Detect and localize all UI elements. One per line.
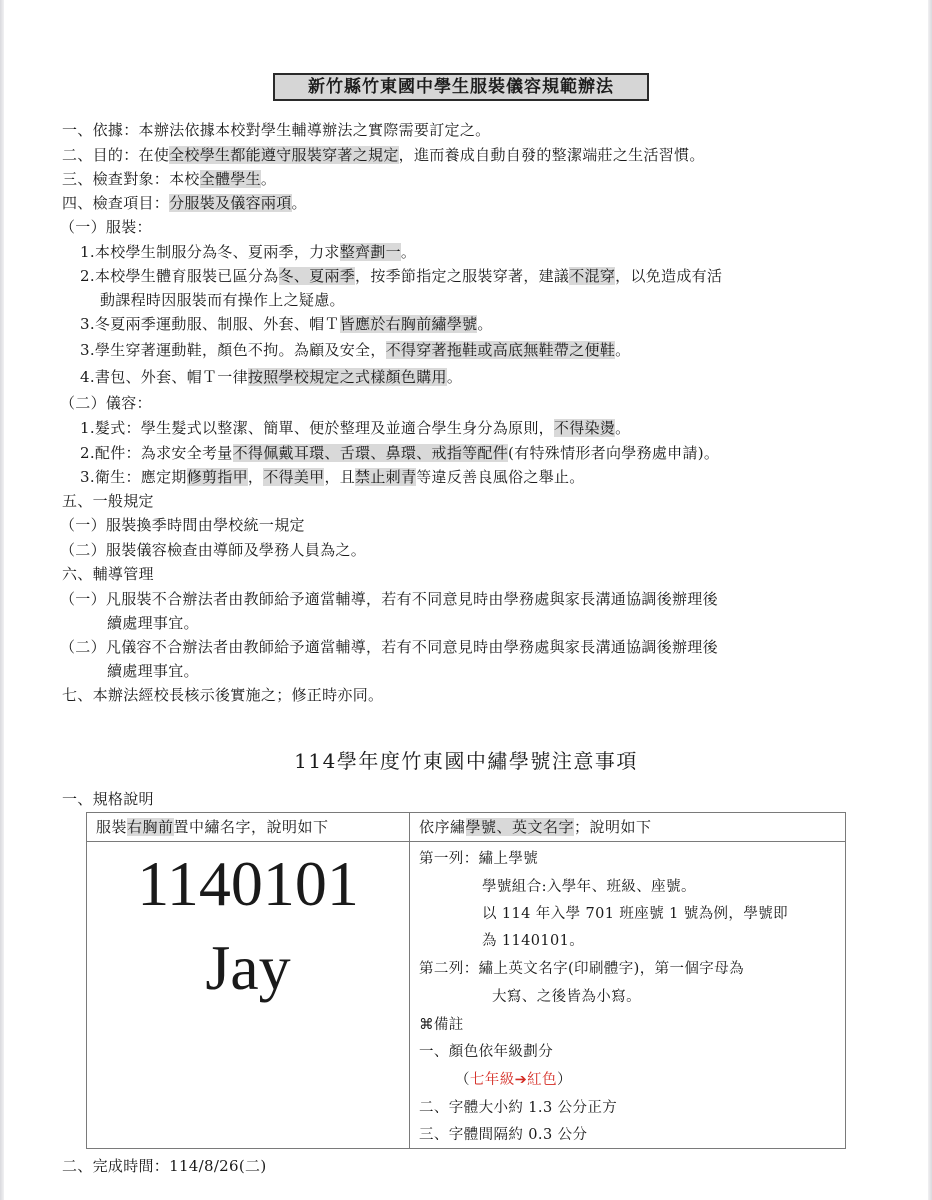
clothing-item-3: 3.冬夏兩季運動服、制服、外套、帽Ｔ皆應於右胸前繡學號。	[80, 315, 493, 333]
highlight: 修剪指甲	[186, 468, 248, 486]
note-color: 一、顏色依年級劃分	[419, 1044, 554, 1060]
page-edge-right	[928, 0, 932, 1200]
spec-table	[86, 812, 846, 1149]
id-example: 以 114 年入學 701 班座號 1 號為例，學號即	[482, 906, 789, 922]
highlight: 學號、英文名字	[465, 818, 575, 836]
highlight: 不得染燙	[553, 419, 616, 437]
id-composition: 學號組合:入學年、班級、座號。	[482, 879, 696, 895]
general-rule-1: （一）服裝換季時間由學校統一規定	[60, 516, 305, 534]
guidance-item-1: （一）凡服裝不合辦法者由教師給予適當輔導，若有不同意見時由學務處與家長溝通協調後辦理後	[60, 590, 718, 608]
section-inspection-target: 三、檢查對象：本校全體學生。	[62, 170, 277, 188]
highlight: 皆應於右胸前繡學號	[339, 315, 478, 333]
note-font-size: 二、字體大小約 1.3 公分正方	[419, 1100, 618, 1116]
row1-label: 第一列：繡上學號	[419, 851, 539, 867]
highlight: 全校學生都能遵守服裝穿著之規定	[169, 146, 399, 164]
row2-continued: 大寫、之後皆為小寫。	[492, 989, 641, 1005]
sample-student-id: 1140101	[137, 848, 359, 919]
clothing-item-shoes: 3.學生穿著運動鞋，顏色不拘。為顧及安全，不得穿著拖鞋或高底無鞋帶之便鞋。	[80, 341, 631, 359]
guidance-item-2: （二）凡儀容不合辦法者由教師給予適當輔導，若有不同意見時由學務處與家長溝通協調後辦理後	[60, 638, 718, 656]
document-title: 新竹縣竹東國中學生服裝儀容規範辦法	[273, 73, 649, 101]
clothing-heading: （一）服裝：	[60, 218, 152, 236]
id-example-continued: 為 1140101。	[482, 933, 585, 949]
highlight: 分服裝及儀容兩項	[169, 194, 292, 212]
appearance-item-hair: 1.髮式：學生髮式以整潔、簡單、便於整理及並適合學生身分為原則，不得染燙。	[80, 419, 631, 437]
right-header: 依序繡學號、英文名字；說明如下	[419, 818, 652, 836]
notes-heading: ⌘備註	[419, 1017, 464, 1033]
notice-title: 114學年度竹東國中繡學號注意事項	[294, 749, 638, 773]
appearance-heading: （二）儀容：	[60, 394, 152, 412]
highlight: 不得佩戴耳環、舌環、鼻環、戒指等配件	[232, 444, 509, 462]
column-divider	[409, 813, 410, 1148]
appearance-item-hygiene: 3.衛生：應定期修剪指甲，不得美甲，且禁止刺青等違反善良風俗之舉止。	[80, 468, 585, 486]
guidance-item-1-continued: 續處理事宜。	[107, 614, 199, 632]
highlight: 按照學校規定之式樣顏色購用	[247, 368, 447, 386]
note-spacing: 三、字體間隔約 0.3 公分	[419, 1127, 588, 1143]
row2-label: 第二列：繡上英文名字(印刷體字)，第一個字母為	[419, 961, 745, 977]
highlight: 整齊劃一	[339, 243, 401, 261]
section-inspection-items: 四、檢查項目：分服裝及儀容兩項。	[62, 194, 307, 212]
section-basis: 一、依據：本辦法依據本校對學生輔導辦法之實際需要訂定之。	[62, 121, 491, 139]
appearance-item-accessories: 2.配件：為求安全考量不得佩戴耳環、舌環、鼻環、戒指等配件(有特殊情形者向學務處申請)。	[80, 444, 720, 462]
left-header: 服裝右胸前置中繡名字，說明如下	[96, 818, 329, 836]
page-edge-left	[0, 0, 4, 1200]
clover-icon: ⌘	[419, 1017, 434, 1033]
highlight: 不混穿	[569, 267, 616, 285]
section-purpose: 二、目的：在使全校學生都能遵守服裝穿著之規定，進而養成自動自發的整潔端莊之生活習慣。	[62, 146, 705, 164]
spec-heading: 一、規格說明	[62, 790, 154, 808]
completion-date: 二、完成時間：114/8/26(二)	[62, 1157, 267, 1175]
highlight: 禁止刺青	[355, 468, 417, 486]
general-rule-2: （二）服裝儀容檢查由導師及學務人員為之。	[60, 541, 367, 559]
clothing-item-4: 4.書包、外套、帽Ｔ一律按照學校規定之式樣顏色購用。	[80, 368, 463, 386]
clothing-item-2: 2.本校學生體育服裝已區分為冬、夏兩季，按季節指定之服裝穿著，建議不混穿，以免造成有活	[80, 267, 723, 285]
guidance-item-2-continued: 續處理事宜。	[107, 662, 199, 680]
highlight: 冬、夏兩季	[278, 267, 356, 285]
section-implementation: 七、本辦法經校長核示後實施之；修正時亦同。	[62, 686, 384, 704]
arrow-right-icon: ➔	[514, 1072, 528, 1088]
guidance-heading: 六、輔導管理	[62, 565, 154, 583]
highlight: 不得穿著拖鞋或高底無鞋帶之便鞋	[385, 341, 616, 359]
color-rule: （七年級➔紅色）	[455, 1072, 572, 1088]
clothing-item-1: 1.本校學生制服分為冬、夏兩季，力求整齊劃一。	[80, 243, 417, 261]
header-divider	[87, 841, 845, 842]
general-rules-heading: 五、一般規定	[62, 492, 154, 510]
highlight: 右胸前	[127, 818, 174, 836]
highlight: 全體學生	[199, 170, 261, 188]
sample-english-name: Jay	[205, 932, 291, 1003]
clothing-item-2-continued: 動課程時因服裝而有操作上之疑慮。	[100, 291, 345, 309]
highlight: 不得美甲	[263, 468, 325, 486]
